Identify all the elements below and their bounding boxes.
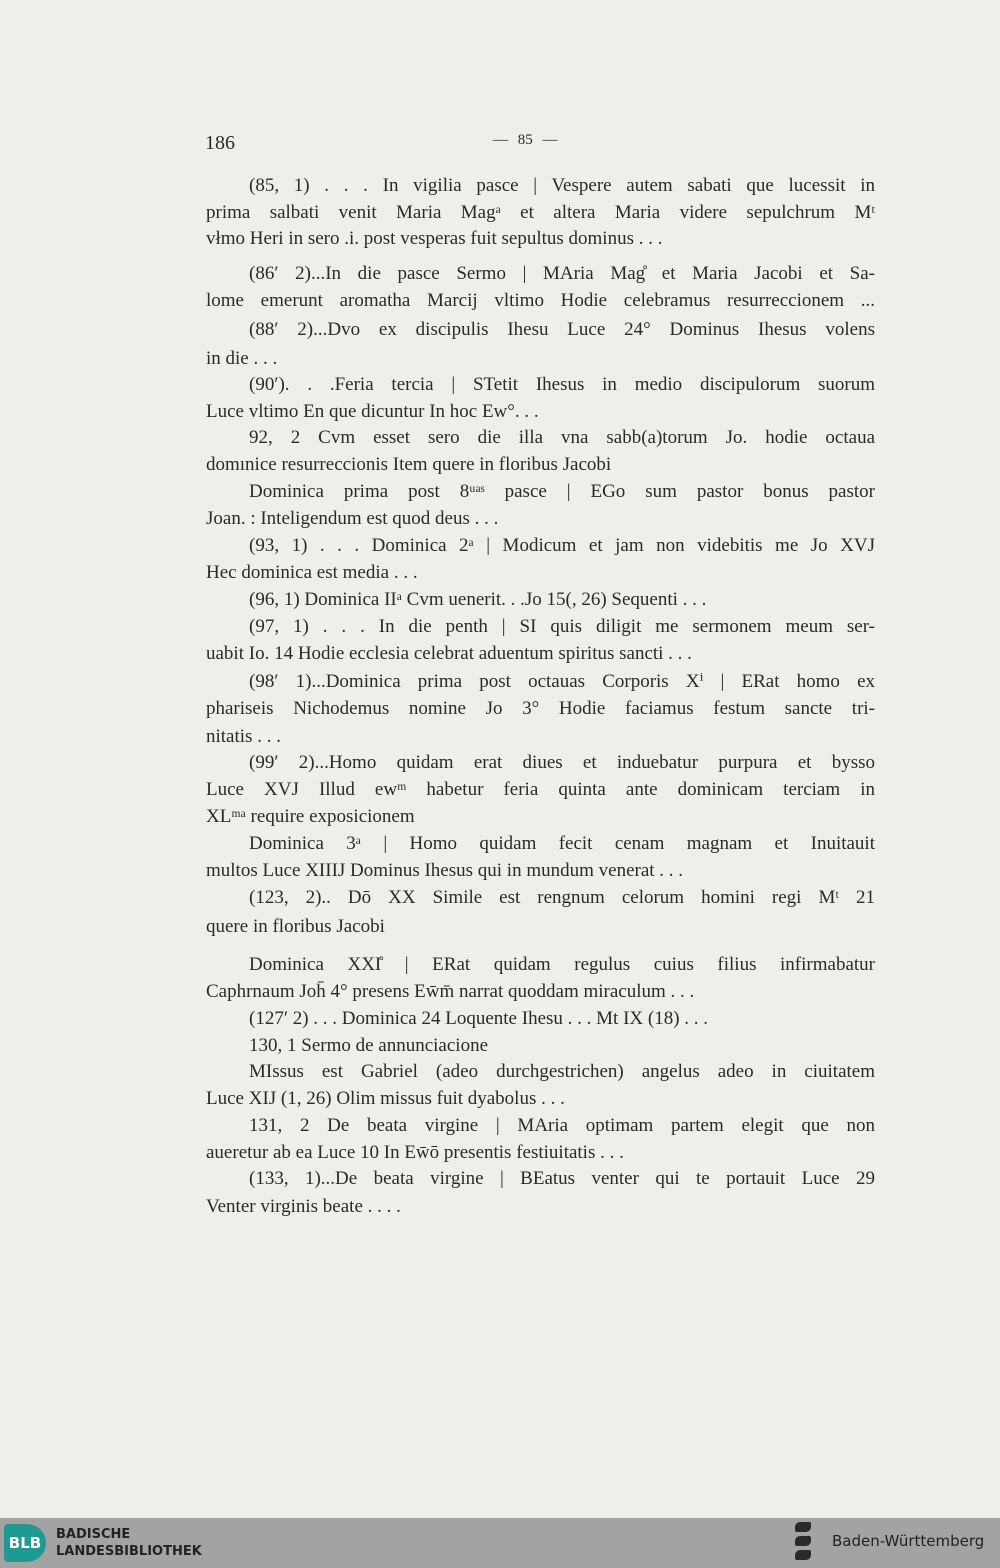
- text-line: (85, 1) . . . In vigilia pasce | Vespere autem sabati que lucessit in: [249, 175, 875, 196]
- library-name-line2: LANDESBIBLIOTHEK: [56, 1544, 202, 1559]
- text-line: quere in floribus Jacobi: [206, 916, 385, 937]
- library-name-line1: BADISCHE: [56, 1527, 131, 1542]
- text-line: Luce XIJ (1, 26) Olim missus fuit dyabolus . . .: [206, 1088, 565, 1109]
- blb-logo[interactable]: BLB: [4, 1524, 46, 1562]
- text-line: Dominica prima post 8ᵘᵃˢ pasce | EGo sum pastor bonus pastor: [249, 481, 875, 502]
- text-line: Hec dominica est media . . .: [206, 562, 418, 583]
- text-line: vłmo Heri in sero .i. post vesperas fuit sepultus dominus . . .: [206, 228, 663, 249]
- text-line: prima salbati venit Maria Magᵃ et altera Maria videre sepulchrum Mᵗ: [206, 202, 875, 223]
- lion-crest-icon: [793, 1522, 815, 1564]
- text-line: (123, 2).. Dō XX Simile est rengnum celorum homini regi Mᵗ 21: [249, 887, 875, 908]
- text-line: (90′). . .Feria tercia | STetit Ihesus in medio discipulorum suorum: [249, 374, 875, 395]
- text-line: Venter virginis beate . . . .: [206, 1196, 401, 1217]
- text-line: Luce XVJ Illud ewᵐ habetur feria quinta ante dominicam terciam in: [206, 779, 875, 800]
- text-line: (96, 1) Dominica IIᵃ Cvm uenerit. . .Jo 15(, 26) Sequenti . . .: [249, 589, 707, 610]
- text-line: Dominica 3ᵃ | Homo quidam fecit cenam magnam et Inuitauit: [249, 833, 875, 854]
- text-line: 130, 1 Sermo de annunciacione: [249, 1035, 489, 1056]
- text-line: aueretur ab ea Luce 10 In Ew̄ō presentis festiuitatis . . .: [206, 1142, 624, 1163]
- text-line: 131, 2 De beata virgine | MAria optimam partem elegit que non: [249, 1115, 875, 1136]
- text-line: uabit Io. 14 Hodie ecclesia celebrat aduentum spiritus sancti . . .: [206, 643, 692, 664]
- text-line: domınice resurreccionis Item quere in floribus Jacobi: [206, 454, 612, 475]
- text-line: Caphrnaum Joh̄ 4° presens Ew̄m̄ narrat quoddam miraculum . . .: [206, 981, 695, 1002]
- text-line: (98′ 1)...Dominica prima post octauas Corporis Xⁱ | ERat homo ex: [249, 671, 875, 692]
- text-line: (93, 1) . . . Dominica 2ᵃ | Modicum et jam non videbitis me Jo XVJ: [249, 535, 875, 556]
- text-line: multos Luce XIIIJ Dominus Ihesus qui in mundum venerat . . .: [206, 860, 684, 881]
- text-line: (99′ 2)...Homo quidam erat diues et induebatur purpura et bysso: [249, 752, 875, 773]
- text-line: (86′ 2)...In die pasce Sermo | MAria Mag̊ et Maria Jacobi et Sa-: [249, 263, 875, 284]
- text-line: 92, 2 Cvm esset sero die illa vna sabb(a)torum Jo. hodie octaua: [249, 427, 875, 448]
- text-line: (127′ 2) . . . Dominica 24 Loquente Ihesu . . . Mt IX (18) . . .: [249, 1008, 709, 1029]
- page-number: 186: [205, 132, 235, 154]
- footer-bar: [0, 1518, 1000, 1568]
- text-line: Joan. : Inteligendum est quod deus . . .: [206, 508, 499, 529]
- text-line: Luce vltimo En que dicuntur In hoc Ew°. . .: [206, 401, 539, 422]
- text-line: phariseis Nichodemus nomine Jo 3° Hodie faciamus festum sancte tri-: [206, 698, 875, 719]
- text-line: (88′ 2)...Dvo ex discipulis Ihesu Luce 24° Dominus Ihesus volens: [249, 319, 875, 340]
- text-line: Dominica XXI̊ | ERat quidam regulus cuius filius infirmabatur: [249, 954, 875, 975]
- text-line: lome emerunt aromatha Marcij vltimo Hodie celebramus resurreccionem ...: [206, 290, 875, 311]
- text-line: (133, 1)...De beata virgine | BEatus venter qui te portauit Luce 29: [249, 1168, 875, 1189]
- text-line: (97, 1) . . . In die penth | SI quis diligit me sermonem meum ser-: [249, 616, 875, 637]
- text-line: in die . . .: [206, 348, 278, 369]
- text-line: nitatis . . .: [206, 726, 281, 747]
- library-name[interactable]: [56, 1526, 202, 1560]
- running-head: — 85 —: [493, 132, 558, 148]
- text-line: XLᵐᵃ require exposicionem: [206, 806, 415, 827]
- state-name[interactable]: Baden-Württemberg: [832, 1532, 985, 1550]
- text-line: MIssus est Gabriel (adeo durchgestrichen) angelus adeo in ciuitatem: [249, 1061, 875, 1082]
